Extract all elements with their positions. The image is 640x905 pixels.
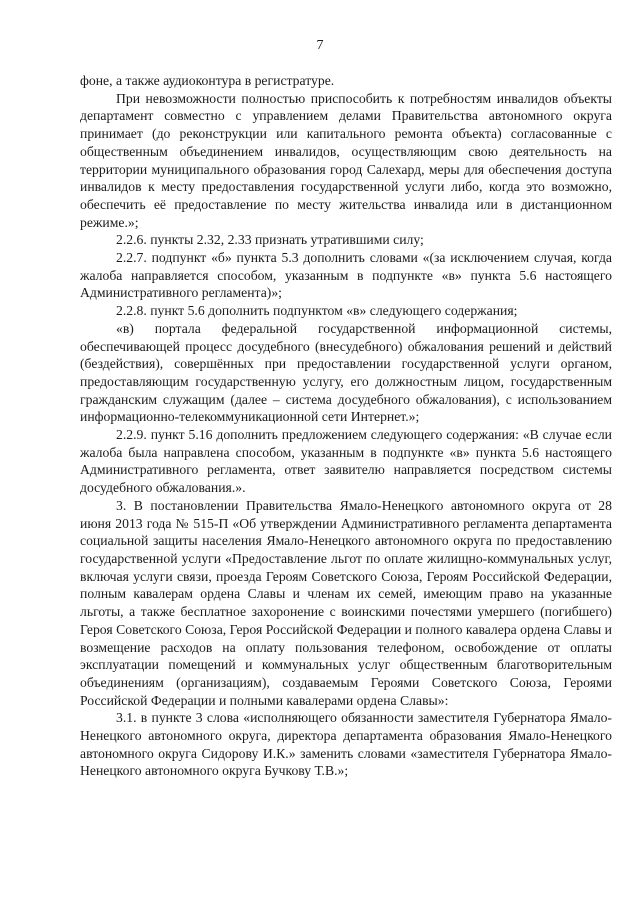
paragraph-2-2-9: 2.2.9. пункт 5.16 дополнить предложением следующего содержания: «В случае если жалоба была направлена способом, указанным в подпункте «в» пункта 5.6 настоящего Административного регламента, ответ заявителю направляется посредством системы досудебного обжалования.». bbox=[80, 427, 612, 496]
paragraph-3-1: 3.1. в пункте 3 слова «исполняющего обязанности заместителя Губернатора Ямало-Ненецкого автономного округа, директора департамента образования Ямало-Ненецкого автономного округа Сидорову И.К.» заменить словами «заместителя Губернатора Ямало-Ненецкого автономного округа Бучкову Т.В.»; bbox=[80, 710, 612, 779]
paragraph-accessibility-measures: При невозможности полностью приспособить к потребностям инвалидов объекты департамент совместно с управлением делами Правительства автономного округа принимает (до реконструкции или капитального ремонта объекта) согласованные с общественным объединением инвалидов, осуществляющим свою деятельность на территории муниципального образования город Салехард, меры для обеспечения доступа инвалидов к месту предоставления государственной услуги либо, когда это возможно, обеспечить её предоставление по месту жительства инвалида или в дистанционном режиме.»; bbox=[80, 90, 612, 230]
paragraph-2-2-8: 2.2.8. пункт 5.6 дополнить подпунктом «в» следующего содержания; bbox=[116, 303, 518, 319]
paragraph-2-2-6: 2.2.6. пункты 2.32, 2.33 признать утратившими силу; bbox=[116, 232, 424, 248]
paragraph-2-2-7: 2.2.7. подпункт «б» пункта 5.3 дополнить словами «(за исключением случая, когда жалоба направляется способом, указанным в подпункте «в» пункта 5.6 настоящего Административного регламента)»; bbox=[80, 250, 612, 301]
paragraph-subpoint-v: «в) портала федеральной государственной информационной системы, обеспечивающей процесс досудебного (внесудебного) обжалования решений и действий (бездействия), совершённых при предоставлении государственной услуги органом, предоставляющим государственную услугу, его должностным лицом, государственным гражданским служащим (далее – система досудебного обжалования), с использованием информационно-телекоммуникационной сети Интернет.»; bbox=[80, 320, 612, 425]
document-body bbox=[80, 72, 612, 780]
paragraph-continuation: фоне, а также аудиоконтура в регистратуре. bbox=[80, 73, 335, 88]
paragraph-3: 3. В постановлении Правительства Ямало-Ненецкого автономного округа от 28 июня 2013 года № 515-П «Об утверждении Административного регламента департамента социальной защиты населения Ямало-Ненецкого автономного округа по предоставлению государственной услуги «Предоставление льгот по оплате жилищно-коммунальных услуг, включая услуги связи, проезда Героям Советского Союза, Героям Российской Федерации, полным кавалерам ордена Славы и членам их семей, имеющим право на указанные льготы, а также бесплатное захоронение с воинскими почестями умершего (погибшего) Героя Советского Союза, Героя Российской Федерации и полного кавалера ордена Славы и возмещение расходов на оплату пользования телефоном, освобождение от оплаты эксплуатации помещений и коммунальных услуг общественным благотворительным объединениям (организациям), создаваемым Героями Советского Союза, Героями Российской Федерации и полными кавалерами ордена Славы»: bbox=[80, 497, 612, 708]
page-number: 7 bbox=[316, 38, 324, 53]
